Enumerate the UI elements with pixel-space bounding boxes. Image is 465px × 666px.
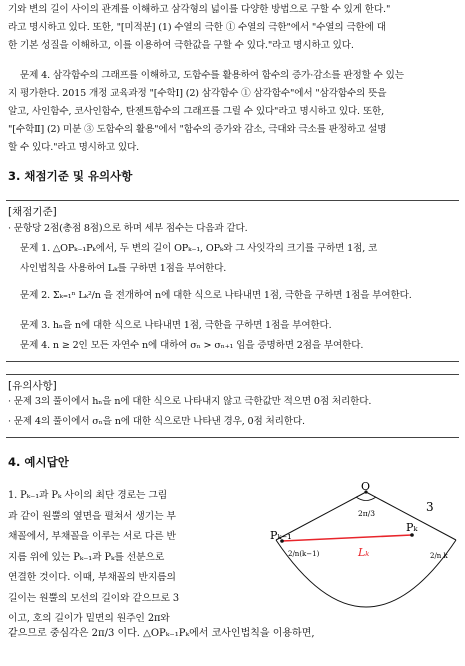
answer-line-5: 연결한 것이다. 이때, 부채꼴의 반지름의: [8, 572, 176, 583]
intro-line-1: 기와 변의 길이 사이의 관계를 이해하고 삼각형의 넓이를 다양한 방법으로 구할 수 있게 한다.": [8, 4, 391, 15]
criteria-line-3: 사인법칙을 사용하여 Lₖ를 구하면 1점을 부여한다.: [20, 263, 227, 274]
answer-line-4: 지름 위에 있는 Pₖ₋₁과 Pₖ를 선분으로: [8, 551, 165, 563]
sector-figure: [270, 478, 462, 618]
label-right-frac: 2/n k: [430, 552, 448, 560]
criteria-line-1: · 문항당 2점(총점 8점)으로 하며 세부 점수는 다음과 같다.: [8, 223, 248, 234]
label-radius: 3: [426, 500, 434, 514]
criteria-line-5: 문제 3. hₙ을 n에 대한 식으로 나타내면 1점, 극한을 구하면 1점을 부여한다.: [20, 320, 332, 331]
section-4-title: 4. 예시답안: [8, 455, 69, 469]
para2-line-3: 알고, 사인함수, 코사인함수, 탄젠트함수의 그래프를 그릴 수 있다"라고 명시하고 있다. 또한,: [8, 106, 384, 117]
answer-line-6: 길이는 원뿔의 모선의 길이와 같으므로 3: [8, 592, 180, 604]
intro-line-2: 라고 명시하고 있다. 또한, "[미적분] (1) 수열의 극한 ① 수열의 극한"에서 "수열의 극한에 대: [8, 22, 386, 33]
criteria-line-6: 문제 4. n ≥ 2인 모든 자연수 n에 대하여 σₙ > σₙ₊₁ 임을 증명하면 2점을 부여한다.: [20, 340, 364, 351]
label-pk: Pₖ: [406, 521, 418, 534]
section-3-title: 3. 채점기준 및 유의사항: [8, 169, 133, 183]
notes-title: [유의사항]: [8, 380, 57, 392]
answer-line-7: 이고, 호의 길이가 밑면의 원주인 2π와: [8, 613, 170, 624]
answer-wrap-text: [8, 486, 273, 630]
para2-line-4: "[수학Ⅱ] (2) 미분 ③ 도함수의 활용"에서 "함수의 증가와 감소, 극대와 극소를 판정하고 설명: [8, 124, 387, 135]
para2-line-5: 할 수 있다."라고 명시하고 있다.: [8, 142, 140, 153]
answer-line-2: 과 같이 원뿔의 옆면을 펼쳐서 생기는 부: [8, 510, 176, 522]
answer-last-line: 같으므로 중심각은 2π/3 이다. △OPₖ₋₁Pₖ에서 코사인법칙을 이용하면,: [8, 628, 315, 639]
angle-arc: [356, 497, 376, 501]
criteria-line-2: 문제 1. △OPₖ₋₁Pₖ에서, 두 변의 길이 OPₖ₋₁, OPₖ와 그 사잇각의 크기를 구하면 1점, 코: [20, 243, 378, 254]
criteria-line-4: 문제 2. Σₖ₌₁ⁿ Lₖ²/n 을 전개하여 n에 대한 식으로 나타내면 1점, 극한을 구하면 1점을 부여한다.: [20, 290, 412, 301]
label-left-frac: 2/n(k−1): [288, 550, 320, 558]
label-pk-1: Pₖ₋₁: [270, 529, 292, 542]
intro-line-3: 한 기본 성질을 이해하고, 이를 이용하여 극한값을 구할 수 있다."라고 명시하고 있다.: [8, 40, 354, 51]
para2-line-1: 문제 4. 삼각함수의 그래프를 이해하고, 도함수를 활용하여 함수의 증가·감소를 판정할 수 있는: [20, 70, 404, 81]
para2-line-2: 지 평가한다. 2015 개정 교육과정 "[수학Ⅰ] (2) 삼각함수 ① 삼각함수"에서 "삼각함수의 뜻을: [8, 88, 387, 99]
answer-line-3: 채꼴에서, 부채꼴을 이루는 서로 다른 반: [8, 531, 176, 542]
answer-line-1: 1. Pₖ₋₁과 Pₖ 사이의 최단 경로는 그림: [8, 490, 168, 501]
criteria-title: [채점기준]: [8, 206, 57, 218]
label-o: O: [361, 480, 371, 493]
segment-lk: [282, 535, 412, 541]
notes-line-1: · 문제 3의 풀이에서 hₙ을 n에 대한 식으로 나타내지 않고 극한값만 적으면 0점 처리한다.: [8, 396, 372, 407]
label-angle: 2π/3: [358, 509, 375, 518]
notes-line-2: · 문제 4의 풀이에서 σₙ을 n에 대한 식으로만 나타낸 경우, 0점 처리한다.: [8, 416, 305, 427]
label-lk: Lₖ: [358, 546, 370, 559]
